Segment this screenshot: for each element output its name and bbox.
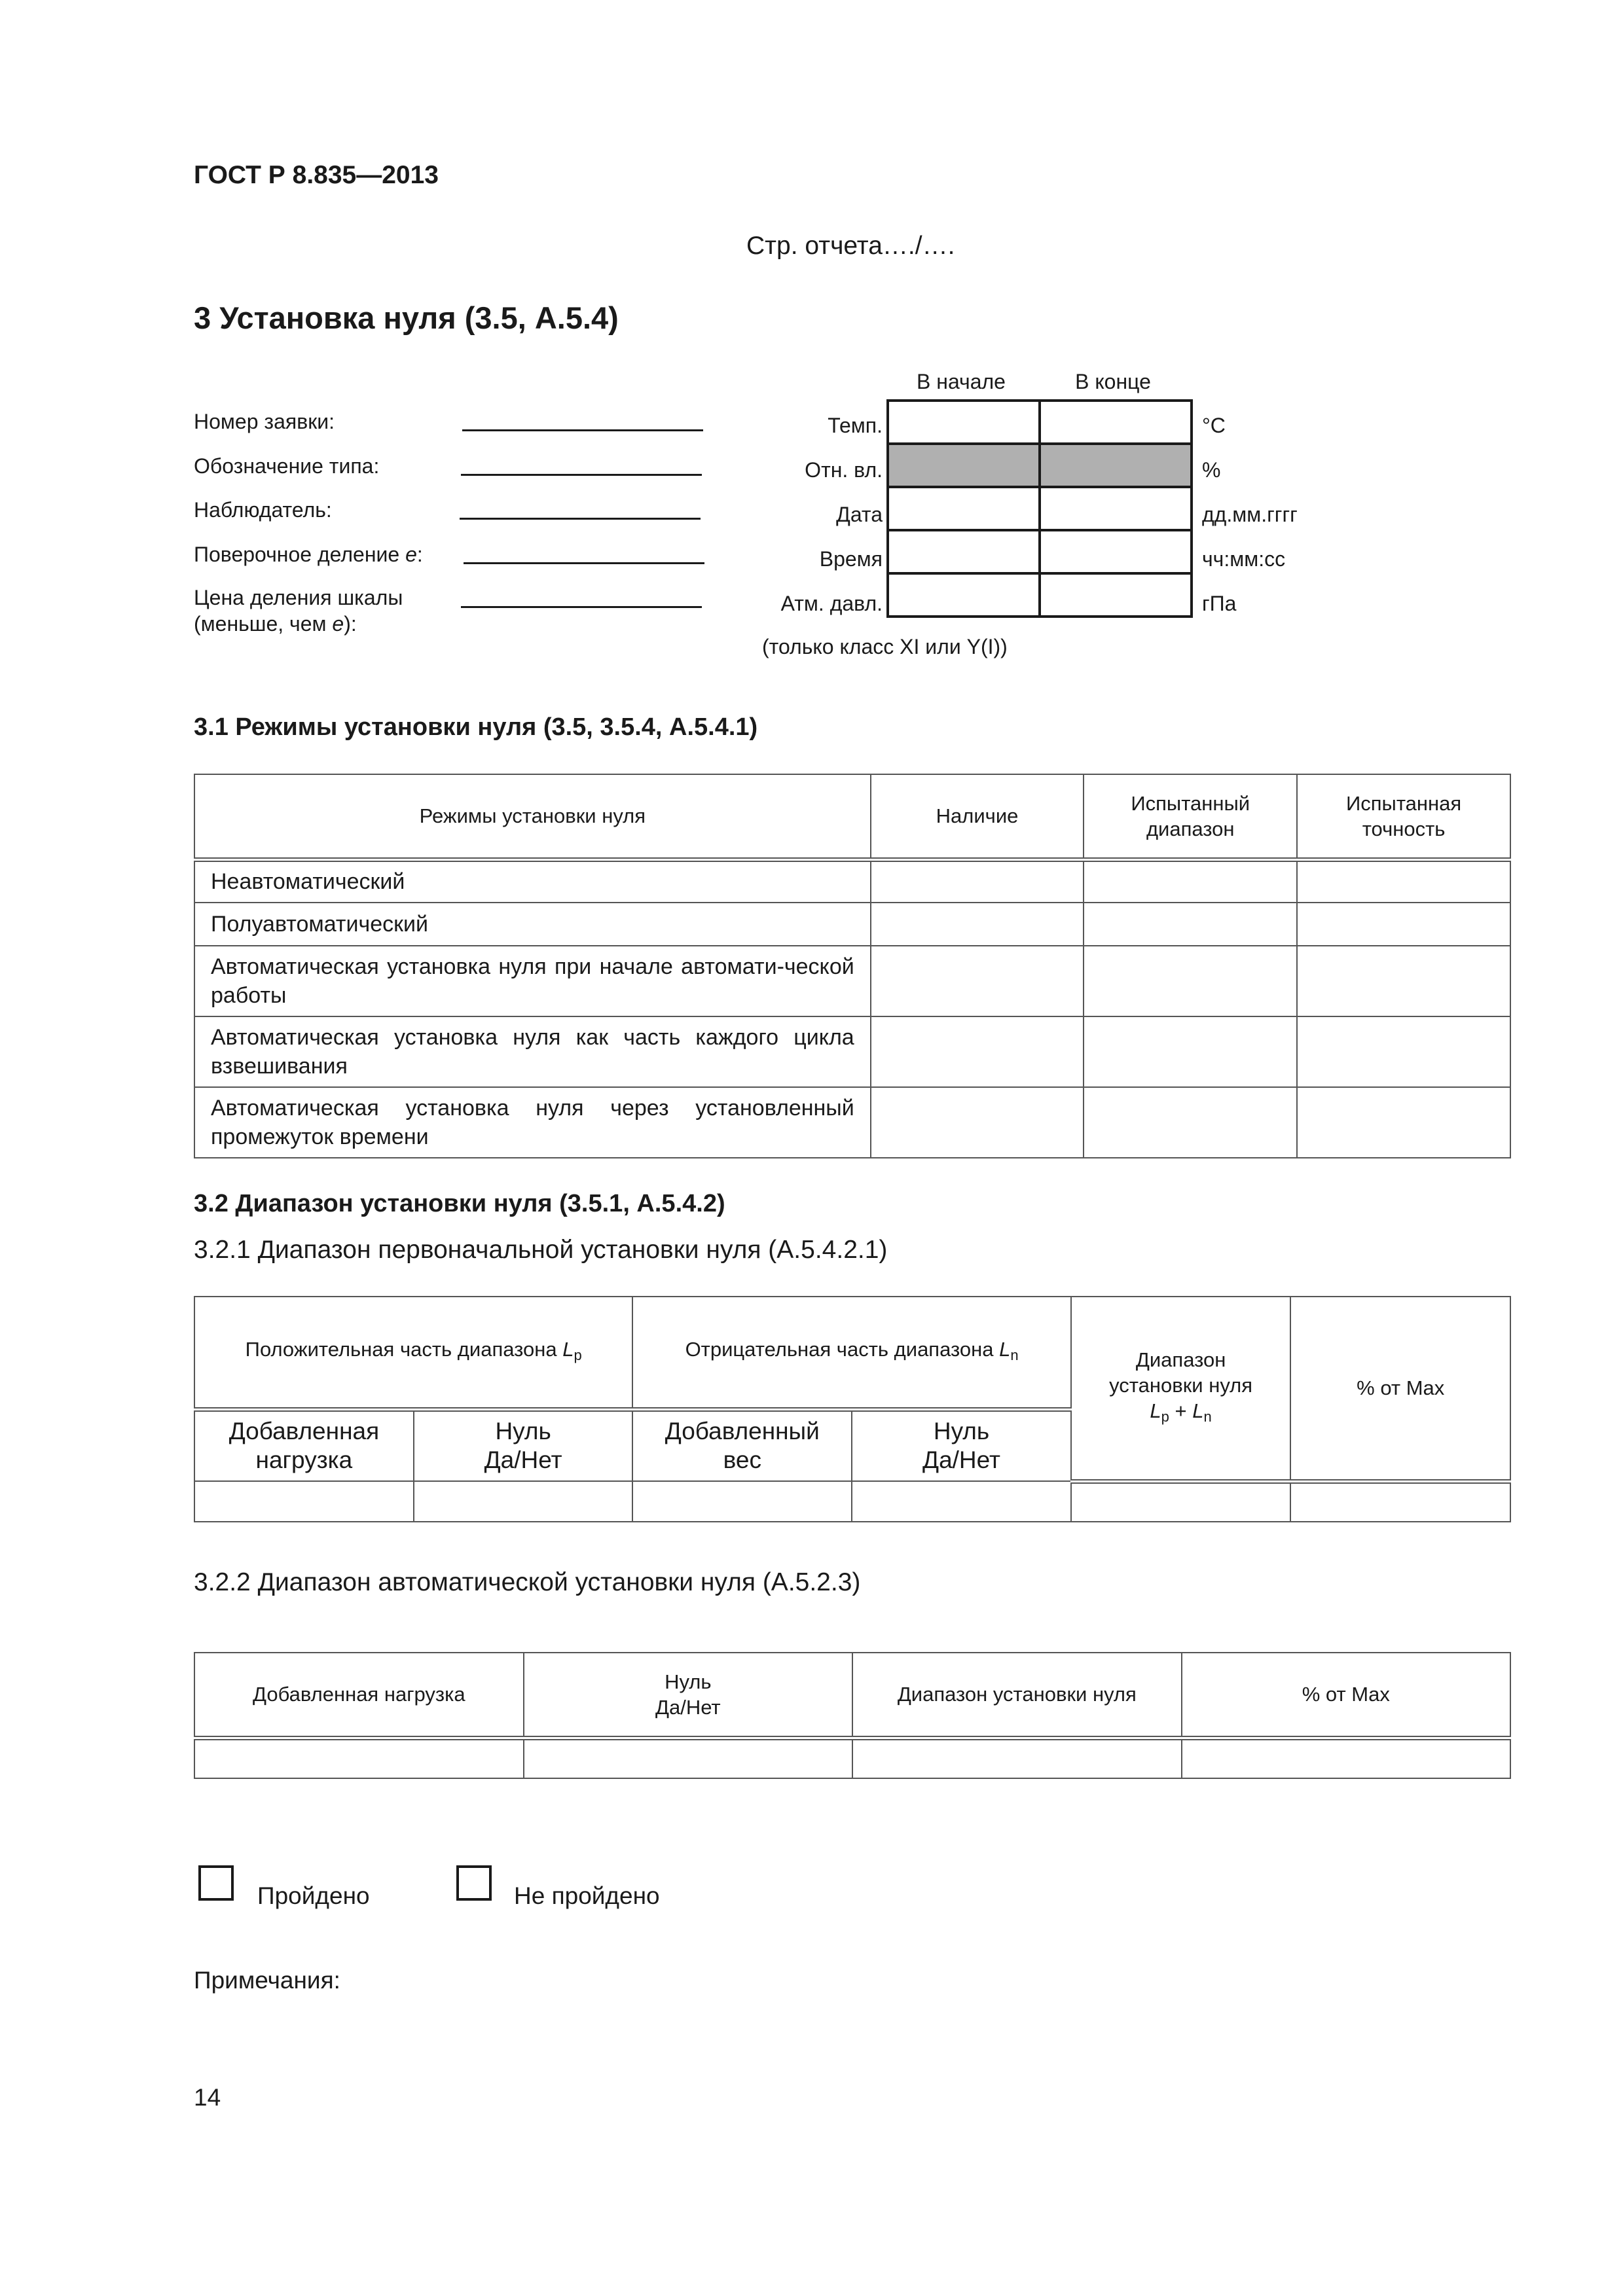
presence-cell[interactable]	[871, 1016, 1084, 1087]
table-row	[194, 1481, 1510, 1522]
range-cell[interactable]	[1084, 903, 1297, 946]
header-modes: Режимы установки нуля	[194, 774, 871, 859]
application-number-label: Номер заявки:	[194, 410, 335, 433]
initial-range-header-row	[194, 1297, 1510, 1409]
subheader-zero-yes-no: Нуль Да/Нет	[414, 1409, 633, 1481]
conditions-grid	[886, 399, 1193, 618]
added-load-cell[interactable]	[194, 1738, 524, 1778]
subheader-added-weight: Добавленный вес	[632, 1409, 852, 1481]
conditions-row-temp	[888, 401, 1192, 444]
subheader-zero-yes-no: Нуль Да/Нет	[852, 1409, 1071, 1481]
report-page-counter: Стр. отчета…./….	[746, 232, 955, 260]
table-row	[194, 1087, 1510, 1158]
type-designation-label: Обозначение типа:	[194, 454, 380, 478]
conditions-row-pressure	[888, 573, 1192, 617]
auto-zero-range-table	[194, 1652, 1511, 1779]
zero-modes-header-row	[194, 774, 1510, 859]
subsection-3-2-1-title: 3.2.1 Диапазон первоначальной установки нуля (А.5.4.2.1)	[194, 1236, 888, 1264]
document-code: ГОСТ Р 8.835—2013	[194, 161, 439, 189]
mode-auto-each-cycle: Автоматическая установка нуля как часть каждого цикла взвешивания	[194, 1016, 871, 1087]
presence-cell[interactable]	[871, 859, 1084, 903]
application-number-field[interactable]	[462, 429, 703, 431]
table-row	[194, 1738, 1510, 1778]
type-designation-field[interactable]	[461, 474, 702, 476]
subheader-added-load: Добавленная нагрузка	[194, 1409, 414, 1481]
percent-max-cell[interactable]	[1290, 1481, 1510, 1522]
scale-division-field[interactable]	[461, 606, 702, 608]
scale-division-label: Цена деления шкалы (меньше, чем е):	[194, 586, 403, 636]
mode-non-automatic: Неавтоматический	[194, 859, 871, 903]
passed-checkbox[interactable]	[198, 1865, 234, 1901]
auto-range-header-row	[194, 1653, 1510, 1738]
observer-label: Наблюдатель:	[194, 498, 332, 522]
time-start-cell[interactable]	[888, 530, 1040, 573]
time-end-cell[interactable]	[1040, 530, 1192, 573]
zero-cell[interactable]	[524, 1738, 852, 1778]
mode-semi-automatic: Полуавтоматический	[194, 903, 871, 946]
header-positive-part: Положительная часть диапазона $L_p$	[194, 1297, 632, 1409]
header-percent-max: % от Max	[1290, 1297, 1510, 1481]
range-cell[interactable]	[1084, 1087, 1297, 1158]
conditions-label-humidity: Отн. вл.	[805, 458, 883, 482]
initial-zero-range-table	[194, 1296, 1511, 1522]
pressure-end-cell[interactable]	[1040, 573, 1192, 617]
mode-auto-interval: Автоматическая установка нуля через установленный промежуток времени	[194, 1087, 871, 1158]
mode-auto-on-start: Автоматическая установка нуля при начале автомати-ческой работы	[194, 946, 871, 1016]
table-row	[194, 859, 1510, 903]
conditions-row-date	[888, 487, 1192, 530]
conditions-note: (только класс XI или Y(I))	[762, 635, 1008, 658]
presence-cell[interactable]	[871, 946, 1084, 1016]
subsection-3-2-title: 3.2 Диапазон установки нуля (3.5.1, А.5.4.2)	[194, 1190, 725, 1217]
conditions-start-header: В начале	[917, 370, 1006, 393]
table-row	[194, 946, 1510, 1016]
conditions-label-time: Время	[819, 547, 883, 571]
verification-division-field[interactable]	[464, 562, 704, 564]
accuracy-cell[interactable]	[1297, 903, 1510, 946]
header-tested-range: Испытанный диапазон	[1084, 774, 1297, 859]
page-number: 14	[194, 2084, 221, 2111]
passed-label: Пройдено	[257, 1882, 370, 1909]
added-weight-cell[interactable]	[632, 1481, 852, 1522]
presence-cell[interactable]	[871, 903, 1084, 946]
conditions-unit-date: дд.мм.гггг	[1202, 503, 1298, 526]
conditions-row-time	[888, 530, 1192, 573]
conditions-label-pressure: Атм. давл.	[780, 592, 883, 615]
accuracy-cell[interactable]	[1297, 1016, 1510, 1087]
conditions-label-temp: Темп.	[828, 414, 883, 437]
conditions-unit-temp: °C	[1202, 414, 1226, 437]
conditions-unit-time: чч:мм:сс	[1202, 547, 1286, 571]
temp-start-cell[interactable]	[888, 401, 1040, 444]
conditions-end-header: В конце	[1075, 370, 1151, 393]
zero-cell[interactable]	[414, 1481, 633, 1522]
date-end-cell[interactable]	[1040, 487, 1192, 530]
failed-checkbox[interactable]	[456, 1865, 492, 1901]
notes-label: Примечания:	[194, 1967, 340, 1994]
conditions-row-humidity	[888, 444, 1192, 487]
table-row	[194, 1016, 1510, 1087]
temp-end-cell[interactable]	[1040, 401, 1192, 444]
header-tested-accuracy: Испытанная точность	[1297, 774, 1510, 859]
zero-cell[interactable]	[852, 1481, 1071, 1522]
added-load-cell[interactable]	[194, 1481, 414, 1522]
table-row	[194, 903, 1510, 946]
zero-range-cell[interactable]	[1071, 1481, 1291, 1522]
pressure-start-cell[interactable]	[888, 573, 1040, 617]
header-zero-range: Диапазон установки нуля $L_p + L_n$	[1071, 1297, 1291, 1481]
range-cell[interactable]	[1084, 859, 1297, 903]
failed-label: Не пройдено	[514, 1882, 660, 1909]
accuracy-cell[interactable]	[1297, 1087, 1510, 1158]
verification-division-label: Поверочное деление е:	[194, 543, 423, 566]
header-added-load: Добавленная нагрузка	[194, 1653, 524, 1738]
header-presence: Наличие	[871, 774, 1084, 859]
header-zero-yes-no: Нуль Да/Нет	[524, 1653, 852, 1738]
conditions-unit-pressure: гПа	[1202, 592, 1237, 615]
percent-max-cell[interactable]	[1182, 1738, 1510, 1778]
zero-range-cell[interactable]	[852, 1738, 1182, 1778]
zero-modes-table	[194, 774, 1511, 1158]
accuracy-cell[interactable]	[1297, 859, 1510, 903]
header-zero-range: Диапазон установки нуля	[852, 1653, 1182, 1738]
accuracy-cell[interactable]	[1297, 946, 1510, 1016]
observer-field[interactable]	[460, 518, 701, 520]
conditions-label-date: Дата	[836, 503, 883, 526]
date-start-cell[interactable]	[888, 487, 1040, 530]
header-percent-max: % от Max	[1182, 1653, 1510, 1738]
section-title: 3 Установка нуля (3.5, А.5.4)	[194, 300, 619, 335]
humidity-end-cell[interactable]	[1040, 444, 1192, 487]
humidity-start-cell[interactable]	[888, 444, 1040, 487]
range-cell[interactable]	[1084, 946, 1297, 1016]
header-negative-part: Отрицательная часть диапазона $L_n$	[632, 1297, 1070, 1409]
subsection-3-1-title: 3.1 Режимы установки нуля (3.5, 3.5.4, А.5.4.1)	[194, 713, 758, 741]
subsection-3-2-2-title: 3.2.2 Диапазон автоматической установки нуля (А.5.2.3)	[194, 1568, 861, 1596]
conditions-unit-humidity: %	[1202, 458, 1221, 482]
presence-cell[interactable]	[871, 1087, 1084, 1158]
range-cell[interactable]	[1084, 1016, 1297, 1087]
